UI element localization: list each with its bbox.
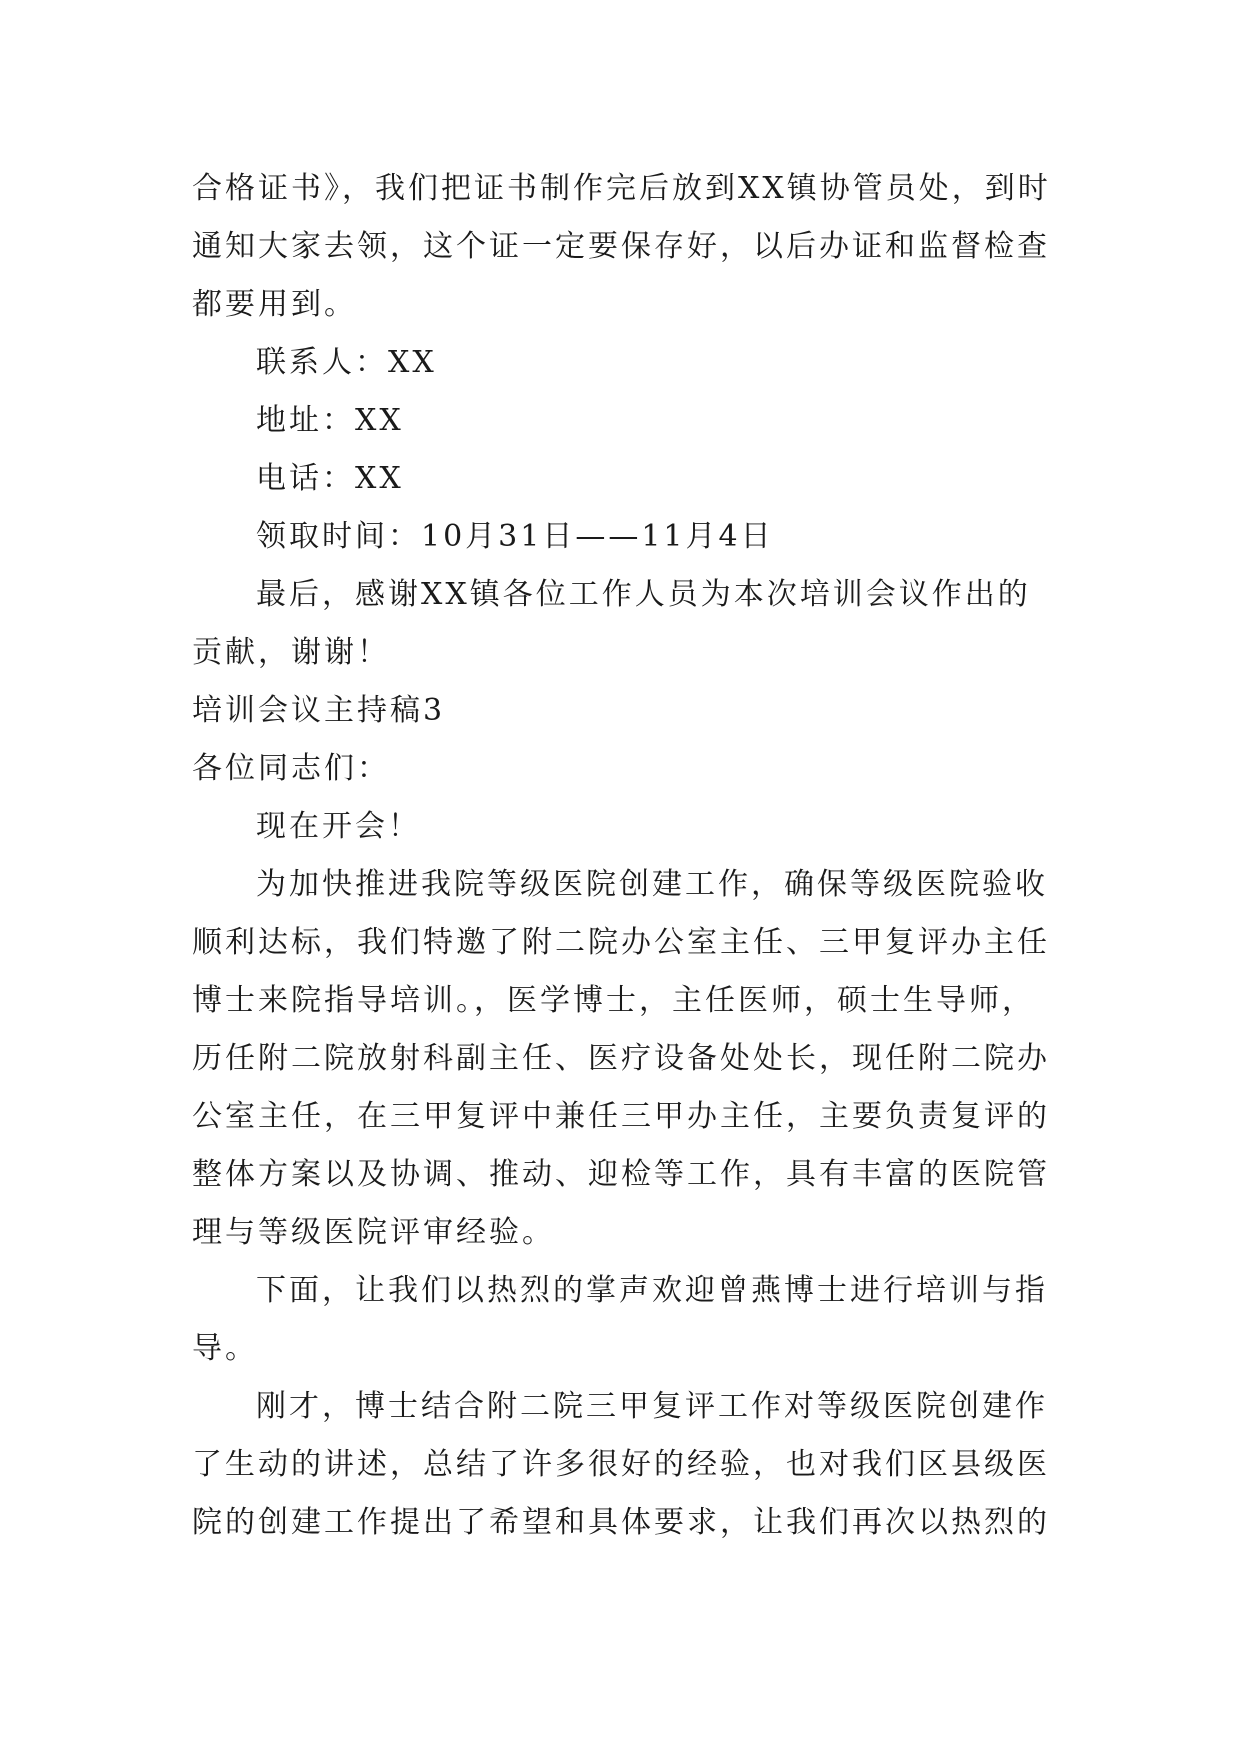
body-text-line: 了生动的讲述，总结了许多很好的经验，也对我们区县级医 (192, 1447, 1050, 1482)
body-text-line: 通知大家去领，这个证一定要保存好，以后办证和监督检查 (192, 229, 1050, 264)
pickup-time-line: 领取时间：10月31日——11月4日 (256, 519, 774, 554)
document-page (192, 160, 1055, 1552)
body-text-line: 博士来院指导培训。，医学博士，主任医师，硕士生导师， (192, 983, 1035, 1018)
body-text-line: 贡献，谢谢！ (192, 635, 390, 670)
section-heading: 培训会议主持稿3 (192, 693, 446, 728)
salutation: 各位同志们： (192, 751, 390, 786)
address-line: 地址：XX (256, 403, 404, 438)
body-text-line: 院的创建工作提出了希望和具体要求，让我们再次以热烈的 (192, 1505, 1050, 1540)
body-text-line: 导。 (192, 1331, 258, 1366)
body-text-line: 整体方案以及协调、推动、迎检等工作，具有丰富的医院管 (192, 1157, 1050, 1192)
body-text-line: 都要用到。 (192, 287, 357, 322)
contact-person-line: 联系人：XX (256, 345, 437, 380)
body-text-line: 现在开会！ (256, 809, 421, 844)
body-text-line: 为加快推进我院等级医院创建工作，确保等级医院验收 (256, 867, 1048, 902)
body-text-line: 理与等级医院评审经验。 (192, 1215, 555, 1250)
body-text-line: 合格证书》，我们把证书制作完后放到XX镇协管员处，到时 (192, 171, 1051, 206)
body-text-line: 刚才，博士结合附二院三甲复评工作对等级医院创建作 (256, 1389, 1048, 1424)
body-text-line: 最后，感谢XX镇各位工作人员为本次培训会议作出的 (256, 577, 1031, 612)
body-text-line: 历任附二院放射科副主任、医疗设备处处长，现任附二院办 (192, 1041, 1050, 1076)
body-text-line: 下面，让我们以热烈的掌声欢迎曾燕博士进行培训与指 (256, 1273, 1048, 1308)
body-text-line: 顺利达标，我们特邀了附二院办公室主任、三甲复评办主任 (192, 925, 1050, 960)
body-text-line: 公室主任，在三甲复评中兼任三甲办主任，主要负责复评的 (192, 1099, 1050, 1134)
phone-line: 电话：XX (256, 461, 404, 496)
